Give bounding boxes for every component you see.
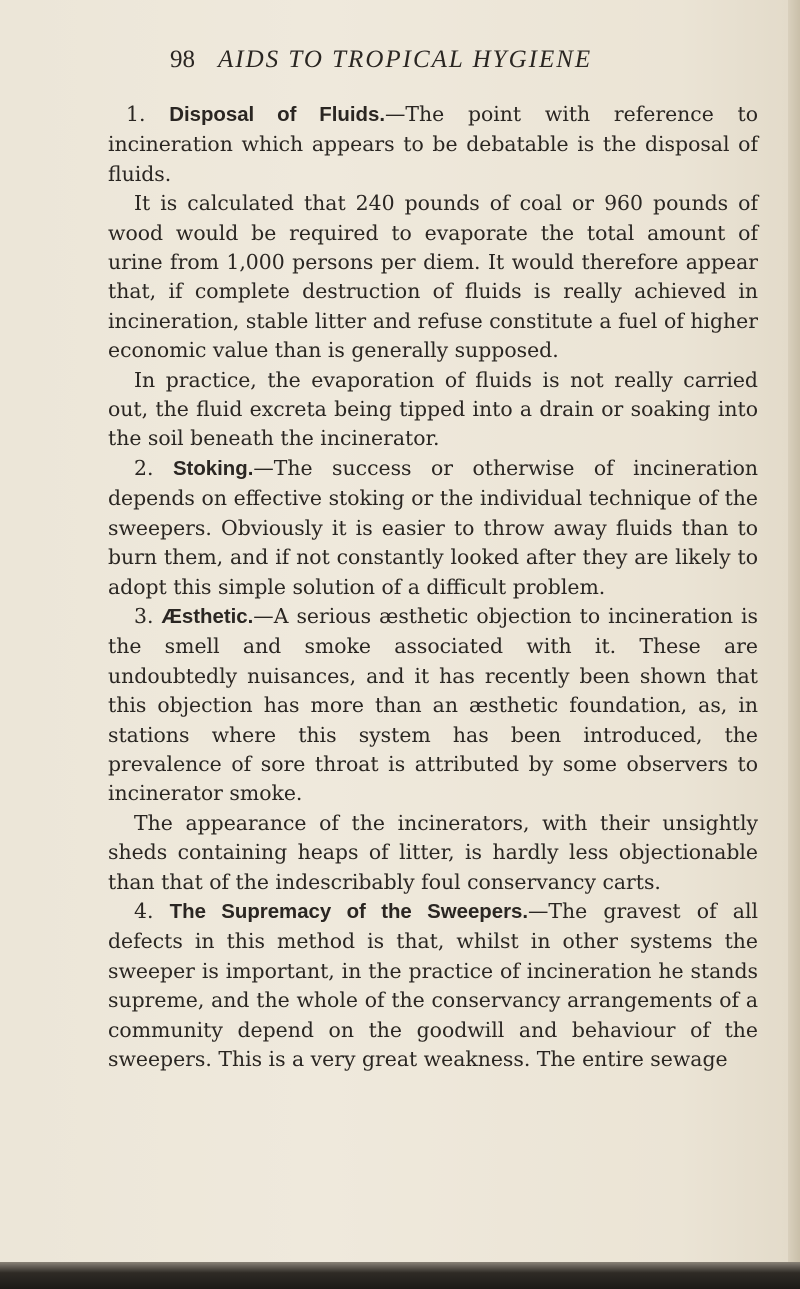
paragraph-appearance [108,809,758,897]
body-text [108,100,758,1074]
section-heading: The Supremacy of the Sweepers. [169,900,529,923]
paragraph-text: —The gravest of all defects in this method is that, whilst in other systems the sweeper is important, in the practice of incineration he stands supreme, and the whole of the conservancy arrangements of a community depend on the goodwill and behaviour of the sweepers. This is a very great weakness. The entire sewage [108,898,758,1071]
section-number: 1. [126,102,146,126]
page-header [170,40,730,86]
page-edge-shadow [788,0,800,1289]
paragraph-supremacy [108,897,758,1074]
paragraph-text: —The point with reference to incineration which appears to be debatable is the disposal of fluids. [108,102,758,186]
page-number: 98 [170,46,195,73]
paragraph-aesthetic [108,602,758,809]
paragraph-text: It is calculated that 240 pounds of coal or 960 pounds of wood would be required to evaporate the total amount of urine from 1,000 persons per diem. It would therefore appear that, if complete destruction of fluids is really achieved in incineration, stable litter and refuse constitute a fuel of higher economic value than is generally supposed. [108,191,758,363]
paragraph-practice [108,366,758,454]
paragraph-stoking [108,454,758,602]
section-number: 2. [134,455,154,480]
section-number: 3. [134,603,154,628]
paragraph-text: In practice, the evaporation of fluids is not really carried out, the fluid excreta being tipped into a drain or soaking into the soil beneath the incinerator. [108,367,758,451]
scan-bottom-edge [0,1262,800,1289]
paragraph-text: —The success or otherwise of incineration depends on effective stoking or the individual technique of the sweepers. Obviously it is easier to throw away fluids than to burn them, and if not constantly looked after they are likely to adopt this simple solution of a difficult problem. [108,455,759,599]
paragraph-text: —A serious æsthetic objection to incineration is the smell and smoke associated with it. These are undoubtedly nuisances, and it has recently been shown that this objection has more than an æsthetic foundation, as, in stations where this system has been introduced, the prevalence of sore throat is attributed by some observers to incinerator smoke. [108,603,758,806]
section-number: 4. [134,898,154,923]
paragraph-text: The appearance of the incinerators, with their unsightly sheds containing heaps of litter, is hardly less objectionable than that of the indescribably foul conservancy carts. [108,810,758,894]
section-heading: Stoking. [172,457,254,480]
running-title: AIDS TO TROPICAL HYGIENE [218,46,593,73]
paragraph-calculation [108,189,758,365]
section-heading: Æsthetic. [161,605,254,628]
section-heading: Disposal of Fluids. [169,104,386,126]
paragraph-disposal-of-fluids [108,100,758,189]
